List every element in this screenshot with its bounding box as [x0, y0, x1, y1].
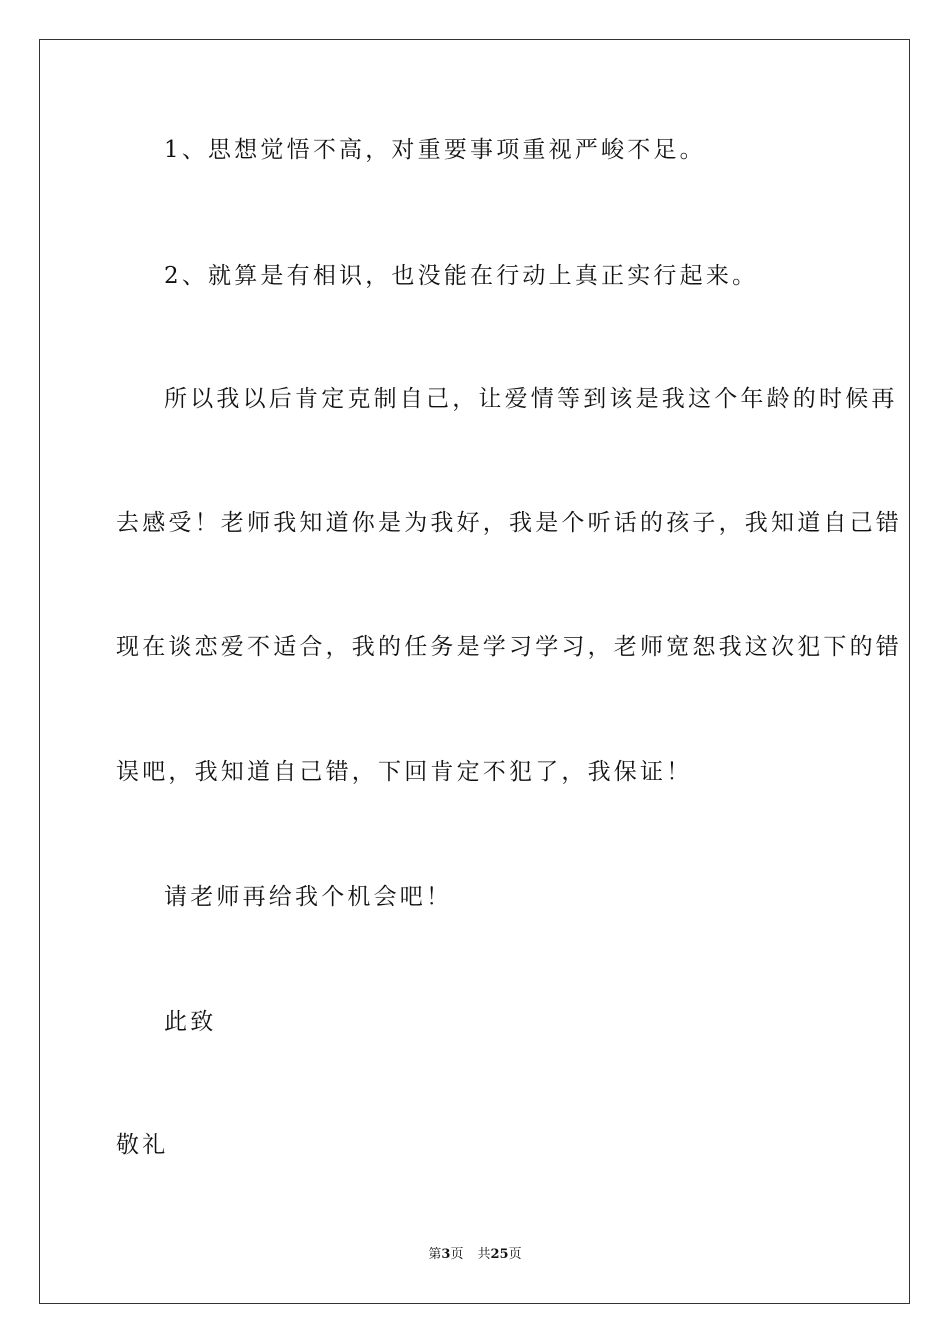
footer-total-prefix: 共	[477, 1247, 491, 1262]
footer-page-number: 3	[441, 1247, 451, 1262]
text-line-1: 1、思想觉悟不高，对重要事项重视严峻不足。	[164, 137, 706, 163]
page-footer	[0, 1248, 950, 1261]
text-line-3: 所以我以后肯定克制自己，让爱情等到该是我这个年龄的时候再	[164, 386, 898, 412]
closing-phrase: 此致	[164, 1009, 217, 1035]
text-line-5: 现在谈恋爱不适合，我的任务是学习学习，老师宽恕我这次犯下的错	[116, 634, 902, 660]
text-line-4: 去感受！老师我知道你是为我好，我是个听话的孩子，我知道自己错	[116, 510, 902, 536]
footer-page-suffix: 页	[450, 1247, 464, 1262]
closing-salute: 敬礼	[116, 1132, 169, 1158]
text-line-2: 2、就算是有相识，也没能在行动上真正实行起来。	[164, 263, 759, 289]
page-frame	[39, 39, 910, 1304]
text-line-7: 请老师再给我个机会吧！	[164, 884, 453, 910]
text-line-6: 误吧，我知道自己错，下回肯定不犯了，我保证！	[116, 759, 693, 785]
footer-total-pages: 25	[490, 1247, 509, 1262]
footer-total-suffix: 页	[508, 1247, 522, 1262]
footer-page-prefix: 第	[428, 1247, 442, 1262]
